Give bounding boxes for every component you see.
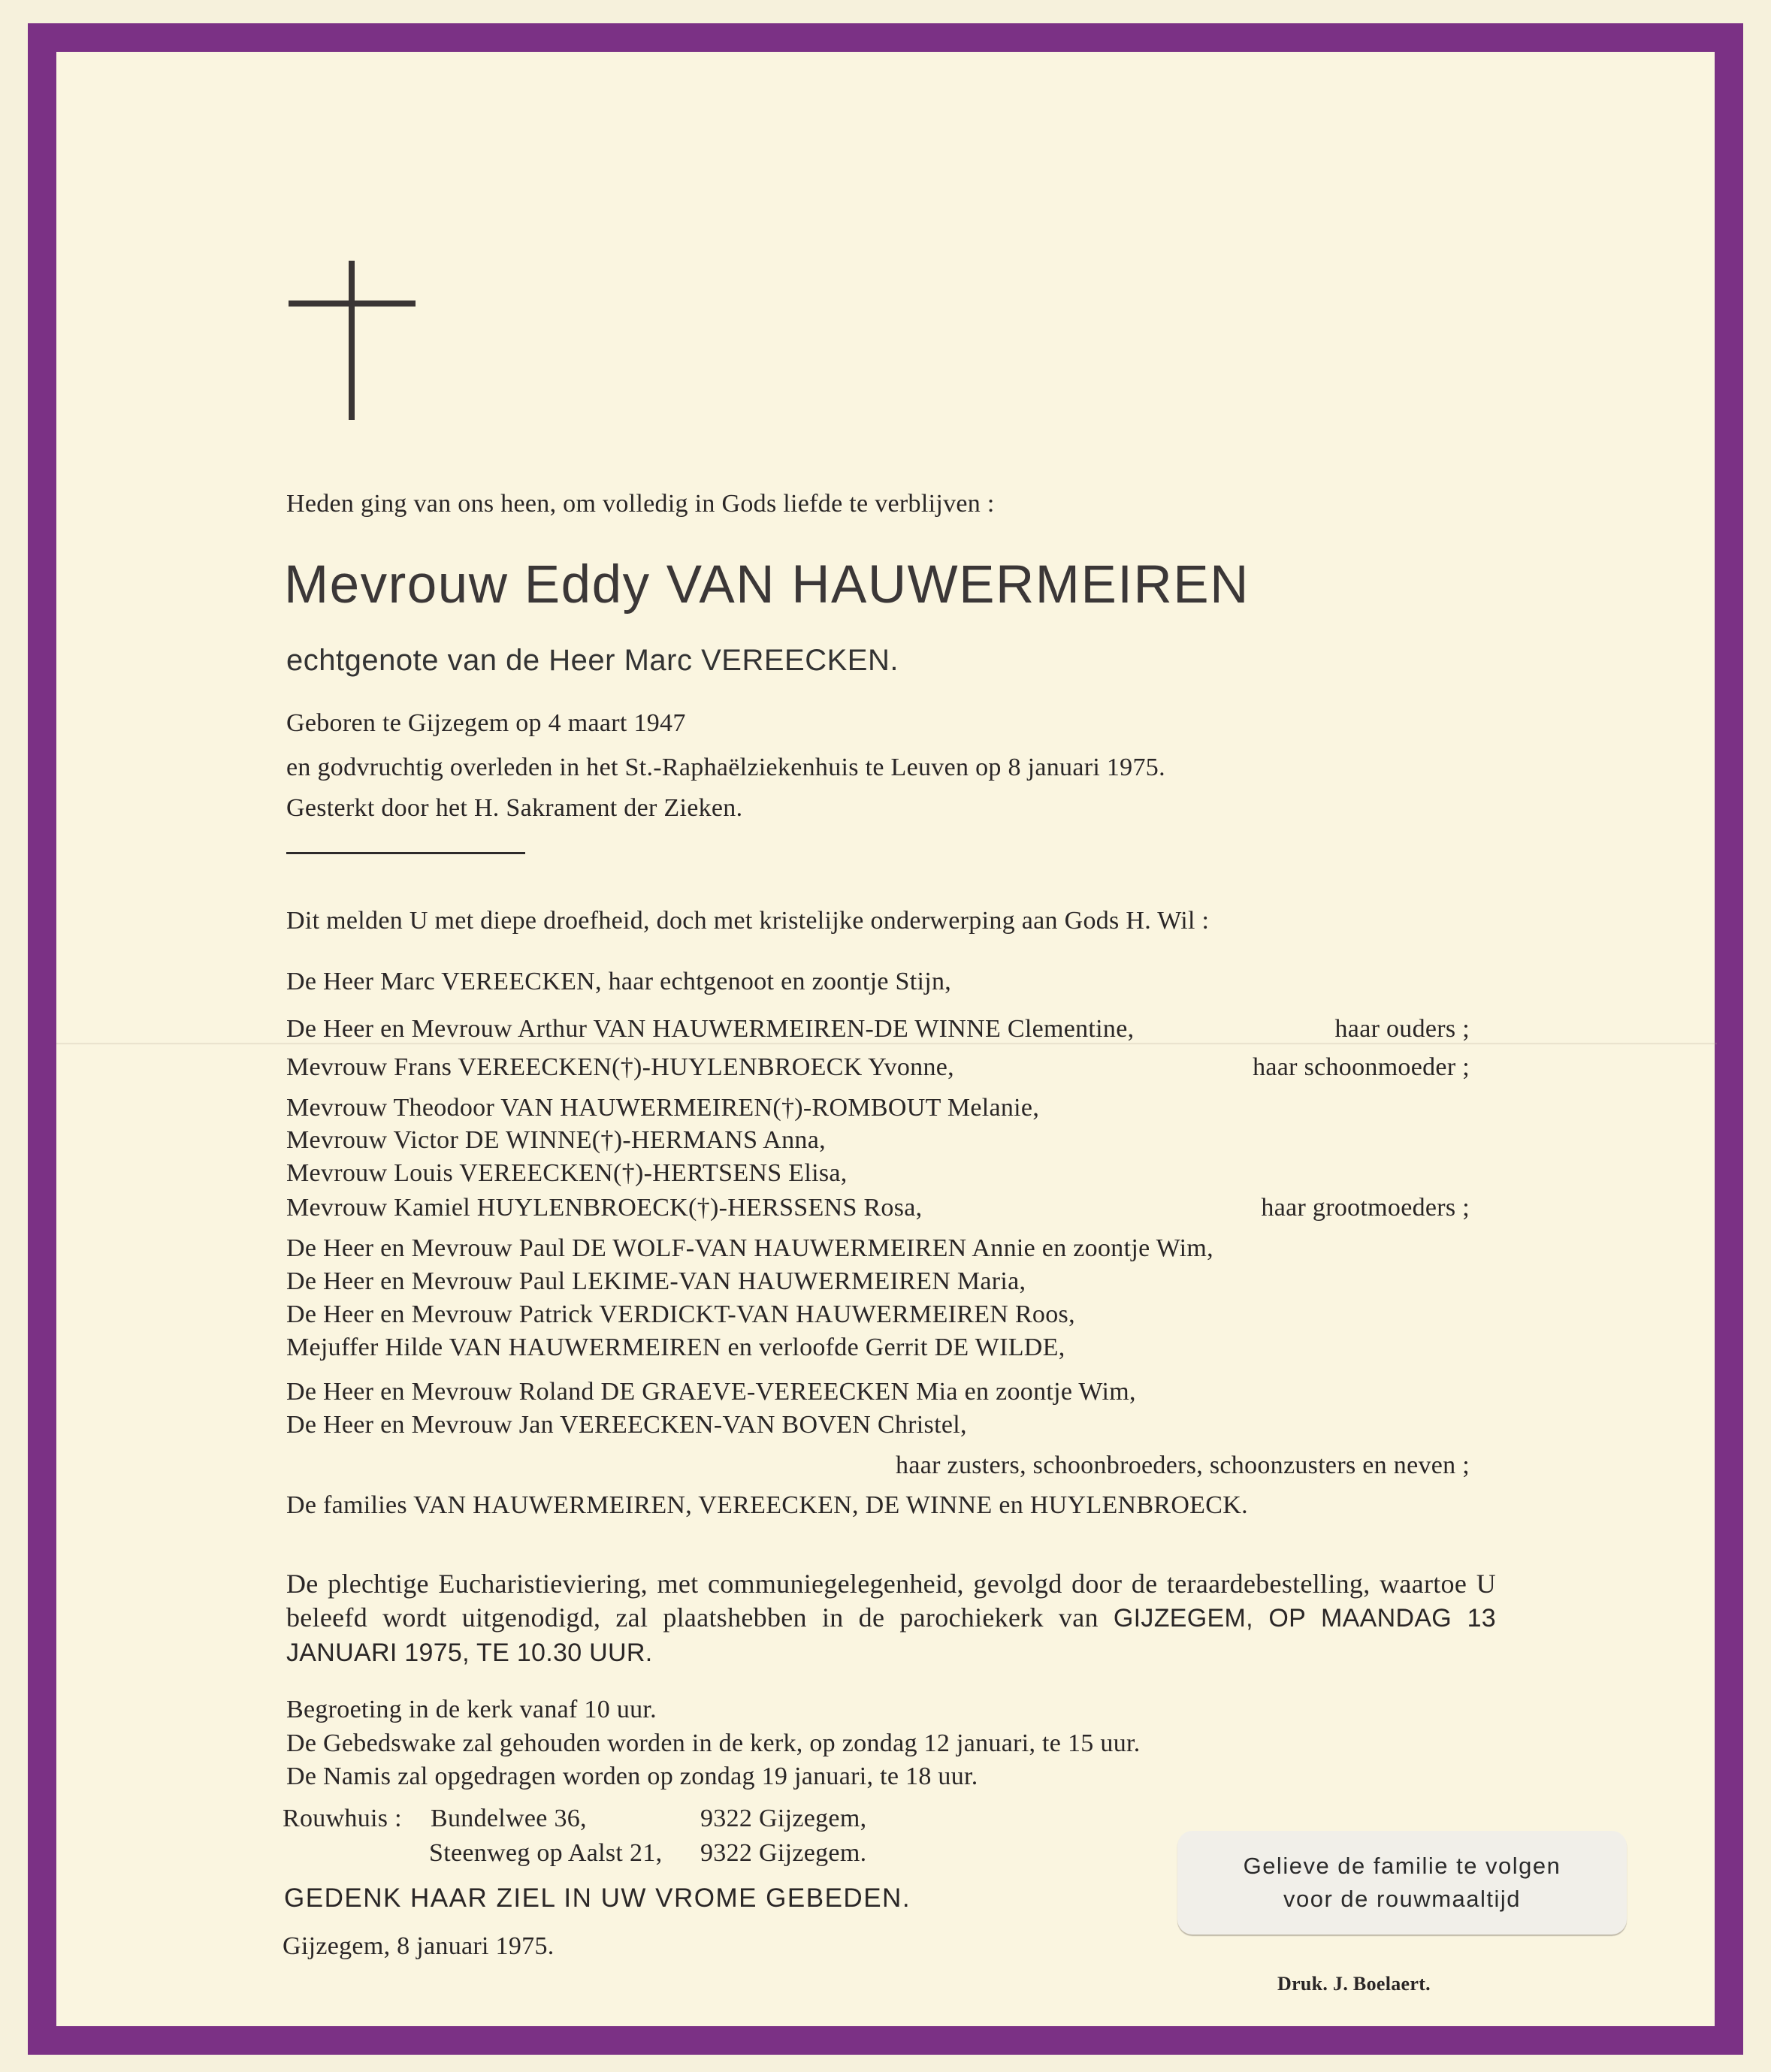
- section-divider: [286, 852, 525, 854]
- printer-credit: Druk. J. Boelaert.: [1277, 1973, 1431, 1995]
- mourner-line: De Heer en Mevrouw Arthur VAN HAUWERMEIREN-DE WINNE Clementine,: [286, 1015, 1135, 1043]
- schedule-line: De Namis zal opgedragen worden op zondag 19 januari, te 18 uur.: [286, 1762, 978, 1790]
- sacrament-line: Gesterkt door het H. Sakrament der Zieken.: [286, 794, 743, 822]
- mourner-line: De Heer en Mevrouw Patrick VERDICKT-VAN HAUWERMEIREN Roos,: [286, 1300, 1075, 1328]
- mourner-line: Mevrouw Louis VEREECKEN(†)-HERTSENS Elisa,: [286, 1159, 848, 1187]
- death-line: en godvruchtig overleden in het St.-Raphaëlziekenhuis te Leuven op 8 januari 1975.: [286, 754, 1165, 781]
- mourner-line: De Heer Marc VEREECKEN, haar echtgenoot en zoontje Stijn,: [286, 968, 952, 995]
- mourner-line: De Heer en Mevrouw Paul LEKIME-VAN HAUWERMEIREN Maria,: [286, 1267, 1026, 1295]
- schedule-line: Begroeting in de kerk vanaf 10 uur.: [286, 1696, 657, 1723]
- ceremony-paragraph: [286, 1567, 1496, 1670]
- address-city: 9322 Gijzegem,: [700, 1805, 867, 1832]
- mourner-line: De Heer en Mevrouw Paul DE WOLF-VAN HAUWERMEIREN Annie en zoontje Wim,: [286, 1234, 1213, 1262]
- rouwhuis-label: Rouwhuis :: [283, 1805, 402, 1832]
- mourner-line: Mevrouw Kamiel HUYLENBROECK(†)-HERSSENS Rosa,: [286, 1194, 923, 1222]
- siblings-relation: haar zusters, schoonbroeders, schoonzusters en neven ;: [896, 1451, 1470, 1479]
- mourner-line: Mevrouw Frans VEREECKEN(†)-HUYLENBROECK Yvonne,: [286, 1053, 954, 1081]
- cross-horizontal-bar: [289, 301, 416, 307]
- mourner-line: De Heer en Mevrouw Jan VEREECKEN-VAN BOVEN Christel,: [286, 1411, 967, 1439]
- ceremony-date-emphasis: GIJZEGEM, OP MAANDAG 13 JANUARI 1975, TE 10.30 UUR.: [286, 1604, 1496, 1667]
- mourner-relation: haar ouders ;: [1334, 1015, 1470, 1043]
- mourner-line: Mevrouw Victor DE WINNE(†)-HERMANS Anna,: [286, 1126, 826, 1154]
- closing-prayer: GEDENK HAAR ZIEL IN UW VROME GEBEDEN.: [284, 1883, 911, 1913]
- mourner-line: Mevrouw Theodoor VAN HAUWERMEIREN(†)-ROMBOUT Melanie,: [286, 1094, 1040, 1122]
- place-date: Gijzegem, 8 januari 1975.: [283, 1932, 555, 1960]
- schedule-line: De Gebedswake zal gehouden worden in de kerk, op zondag 12 januari, te 15 uur.: [286, 1729, 1141, 1757]
- mourner-line: Mejuffer Hilde VAN HAUWERMEIREN en verloofde Gerrit DE WILDE,: [286, 1334, 1065, 1361]
- mourner-relation: haar grootmoeders ;: [1261, 1194, 1470, 1222]
- address-street: Steenweg op Aalst 21,: [429, 1839, 663, 1867]
- deceased-name: Mevrouw Eddy VAN HAUWERMEIREN: [284, 555, 1250, 615]
- mourner-line: De Heer en Mevrouw Roland DE GRAEVE-VEREECKEN Mia en zoontje Wim,: [286, 1378, 1136, 1406]
- sticker-line: voor de rouwmaaltijd: [1283, 1886, 1522, 1912]
- intro-line: Heden ging van ons heen, om volledig in Gods liefde te verblijven :: [286, 490, 995, 518]
- sticker-line: Gelieve de familie te volgen: [1243, 1853, 1561, 1879]
- address-city: 9322 Gijzegem.: [700, 1839, 867, 1867]
- spouse-line: echtgenote van de Heer Marc VEREECKEN.: [286, 644, 899, 677]
- meal-notice-sticker: [1177, 1831, 1627, 1935]
- families-line: De families VAN HAUWERMEIREN, VEREECKEN, DE WINNE en HUYLENBROECK.: [286, 1491, 1248, 1519]
- address-street: Bundelwee 36,: [431, 1805, 587, 1832]
- ceremony-text: De plechtige Eucharistieviering, met communiegelegenheid, gevolgd door de teraardebestelling, waartoe U beleefd wordt uitgenodigd, zal plaatshebben in de parochiekerk van: [286, 1569, 1496, 1633]
- birth-line: Geboren te Gijzegem op 4 maart 1947: [286, 709, 686, 737]
- cross-vertical-bar: [349, 261, 355, 420]
- announcement-line: Dit melden U met diepe droefheid, doch met kristelijke onderwerping aan Gods H. Wil :: [286, 907, 1210, 935]
- mourner-relation: haar schoonmoeder ;: [1253, 1053, 1470, 1081]
